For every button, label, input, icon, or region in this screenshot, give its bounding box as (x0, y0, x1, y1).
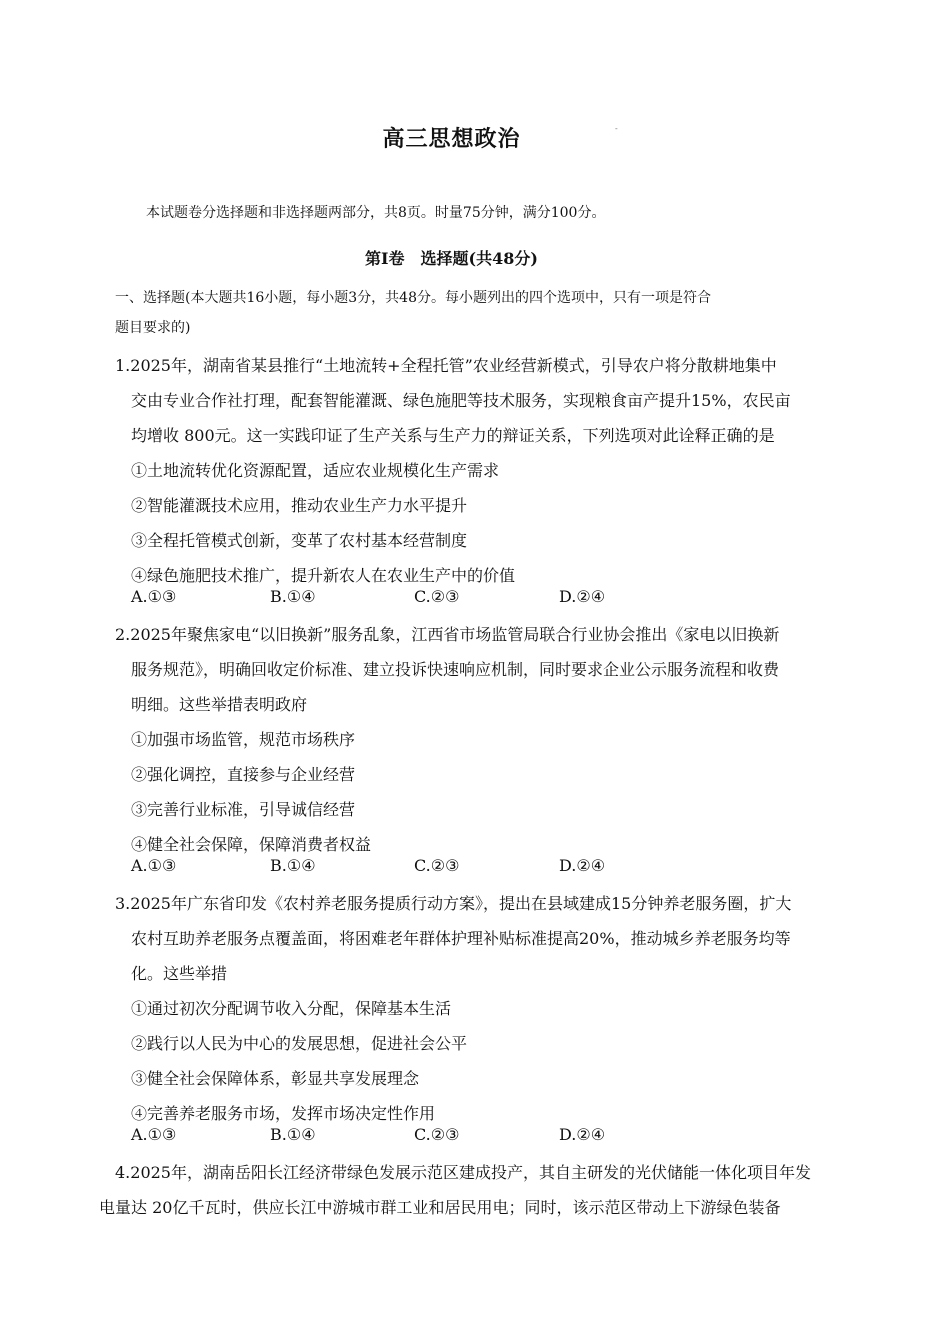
stray-mark: - (615, 124, 618, 133)
question-2-stem-line-1: 2.2025年聚焦家电“以旧换新”服务乱象，江西省市场监管局联合行业协会推出《家电以旧换新 (115, 625, 780, 644)
question-3-item-1: ①通过初次分配调节收入分配，保障基本生活 (131, 999, 452, 1018)
option-b: B.①④ (270, 1125, 316, 1144)
question-1-item-4: ④绿色施肥技术推广，提升新农人在农业生产中的价值 (131, 566, 516, 585)
question-3-stem-line-2: 农村互助养老服务点覆盖面，将困难老年群体护理补贴标准提高20%，推动城乡养老服务均等 (131, 929, 791, 948)
question-1-item-1: ①土地流转优化资源配置，适应农业规模化生产需求 (131, 461, 500, 480)
question-1-item-3: ③全程托管模式创新，变革了农村基本经营制度 (131, 531, 468, 550)
question-3-item-4: ④完善养老服务市场，发挥市场决定性作用 (131, 1104, 436, 1123)
part-instruction-line-2: 题目要求的) (115, 320, 191, 336)
page-title: 高三思想政治 (382, 127, 521, 152)
option-c: C.②③ (414, 856, 460, 875)
question-4-stem-line-2: 电量达 20亿千瓦时，供应长江中游城市群工业和居民用电；同时，该示范区带动上下游绿色装备 (99, 1198, 781, 1217)
question-1-stem-line-3: 均增收 800元。这一实践印证了生产关系与生产力的辩证关系，下列选项对此诠释正确的是 (131, 426, 775, 445)
option-a: A.①③ (131, 587, 177, 606)
question-1-stem-line-2: 交由专业合作社打理，配套智能灌溉、绿色施肥等技术服务，实现粮食亩产提升15%，农民亩 (131, 391, 791, 410)
question-3-item-3: ③健全社会保障体系，彰显共享发展理念 (131, 1069, 420, 1088)
question-2-stem-line-2: 服务规范》，明确回收定价标准、建立投诉快速响应机制，同时要求企业公示服务流程和收费 (131, 660, 780, 679)
exam-intro: 本试题卷分选择题和非选择题两部分，共8页。时量75分钟，满分100分。 (146, 205, 606, 221)
question-2-item-2: ②强化调控，直接参与企业经营 (131, 765, 356, 784)
option-a: A.①③ (131, 856, 177, 875)
question-3-stem-line-3: 化。这些举措 (131, 964, 228, 983)
option-d: D.②④ (559, 587, 606, 606)
option-d: D.②④ (559, 856, 606, 875)
section-heading: 第Ⅰ卷 选择题(共48分) (365, 249, 538, 268)
option-c: C.②③ (414, 587, 460, 606)
question-2-stem-line-3: 明细。这些举措表明政府 (131, 695, 308, 714)
question-3-item-2: ②践行以人民为中心的发展思想，促进社会公平 (131, 1034, 468, 1053)
question-1-item-2: ②智能灌溉技术应用，推动农业生产力水平提升 (131, 496, 468, 515)
option-b: B.①④ (270, 856, 316, 875)
option-b: B.①④ (270, 587, 316, 606)
question-3-stem-line-1: 3.2025年广东省印发《农村养老服务提质行动方案》，提出在县域建成15分钟养老服务圈，扩大 (115, 894, 792, 913)
question-4-stem-line-1: 4.2025年，湖南岳阳长江经济带绿色发展示范区建成投产，其自主研发的光伏储能一体化项目年发 (115, 1163, 811, 1182)
question-2-item-4: ④健全社会保障，保障消费者权益 (131, 835, 372, 854)
question-1-stem-line-1: 1.2025年，湖南省某县推行“土地流转+全程托管”农业经营新模式，引导农户将分散耕地集中 (115, 356, 777, 375)
option-c: C.②③ (414, 1125, 460, 1144)
option-d: D.②④ (559, 1125, 606, 1144)
question-2-item-1: ①加强市场监管，规范市场秩序 (131, 730, 356, 749)
part-instruction-line-1: 一、选择题(本大题共16小题，每小题3分，共48分。每小题列出的四个选项中，只有一项是符合 (115, 290, 711, 306)
option-a: A.①③ (131, 1125, 177, 1144)
question-2-item-3: ③完善行业标准，引导诚信经营 (131, 800, 356, 819)
